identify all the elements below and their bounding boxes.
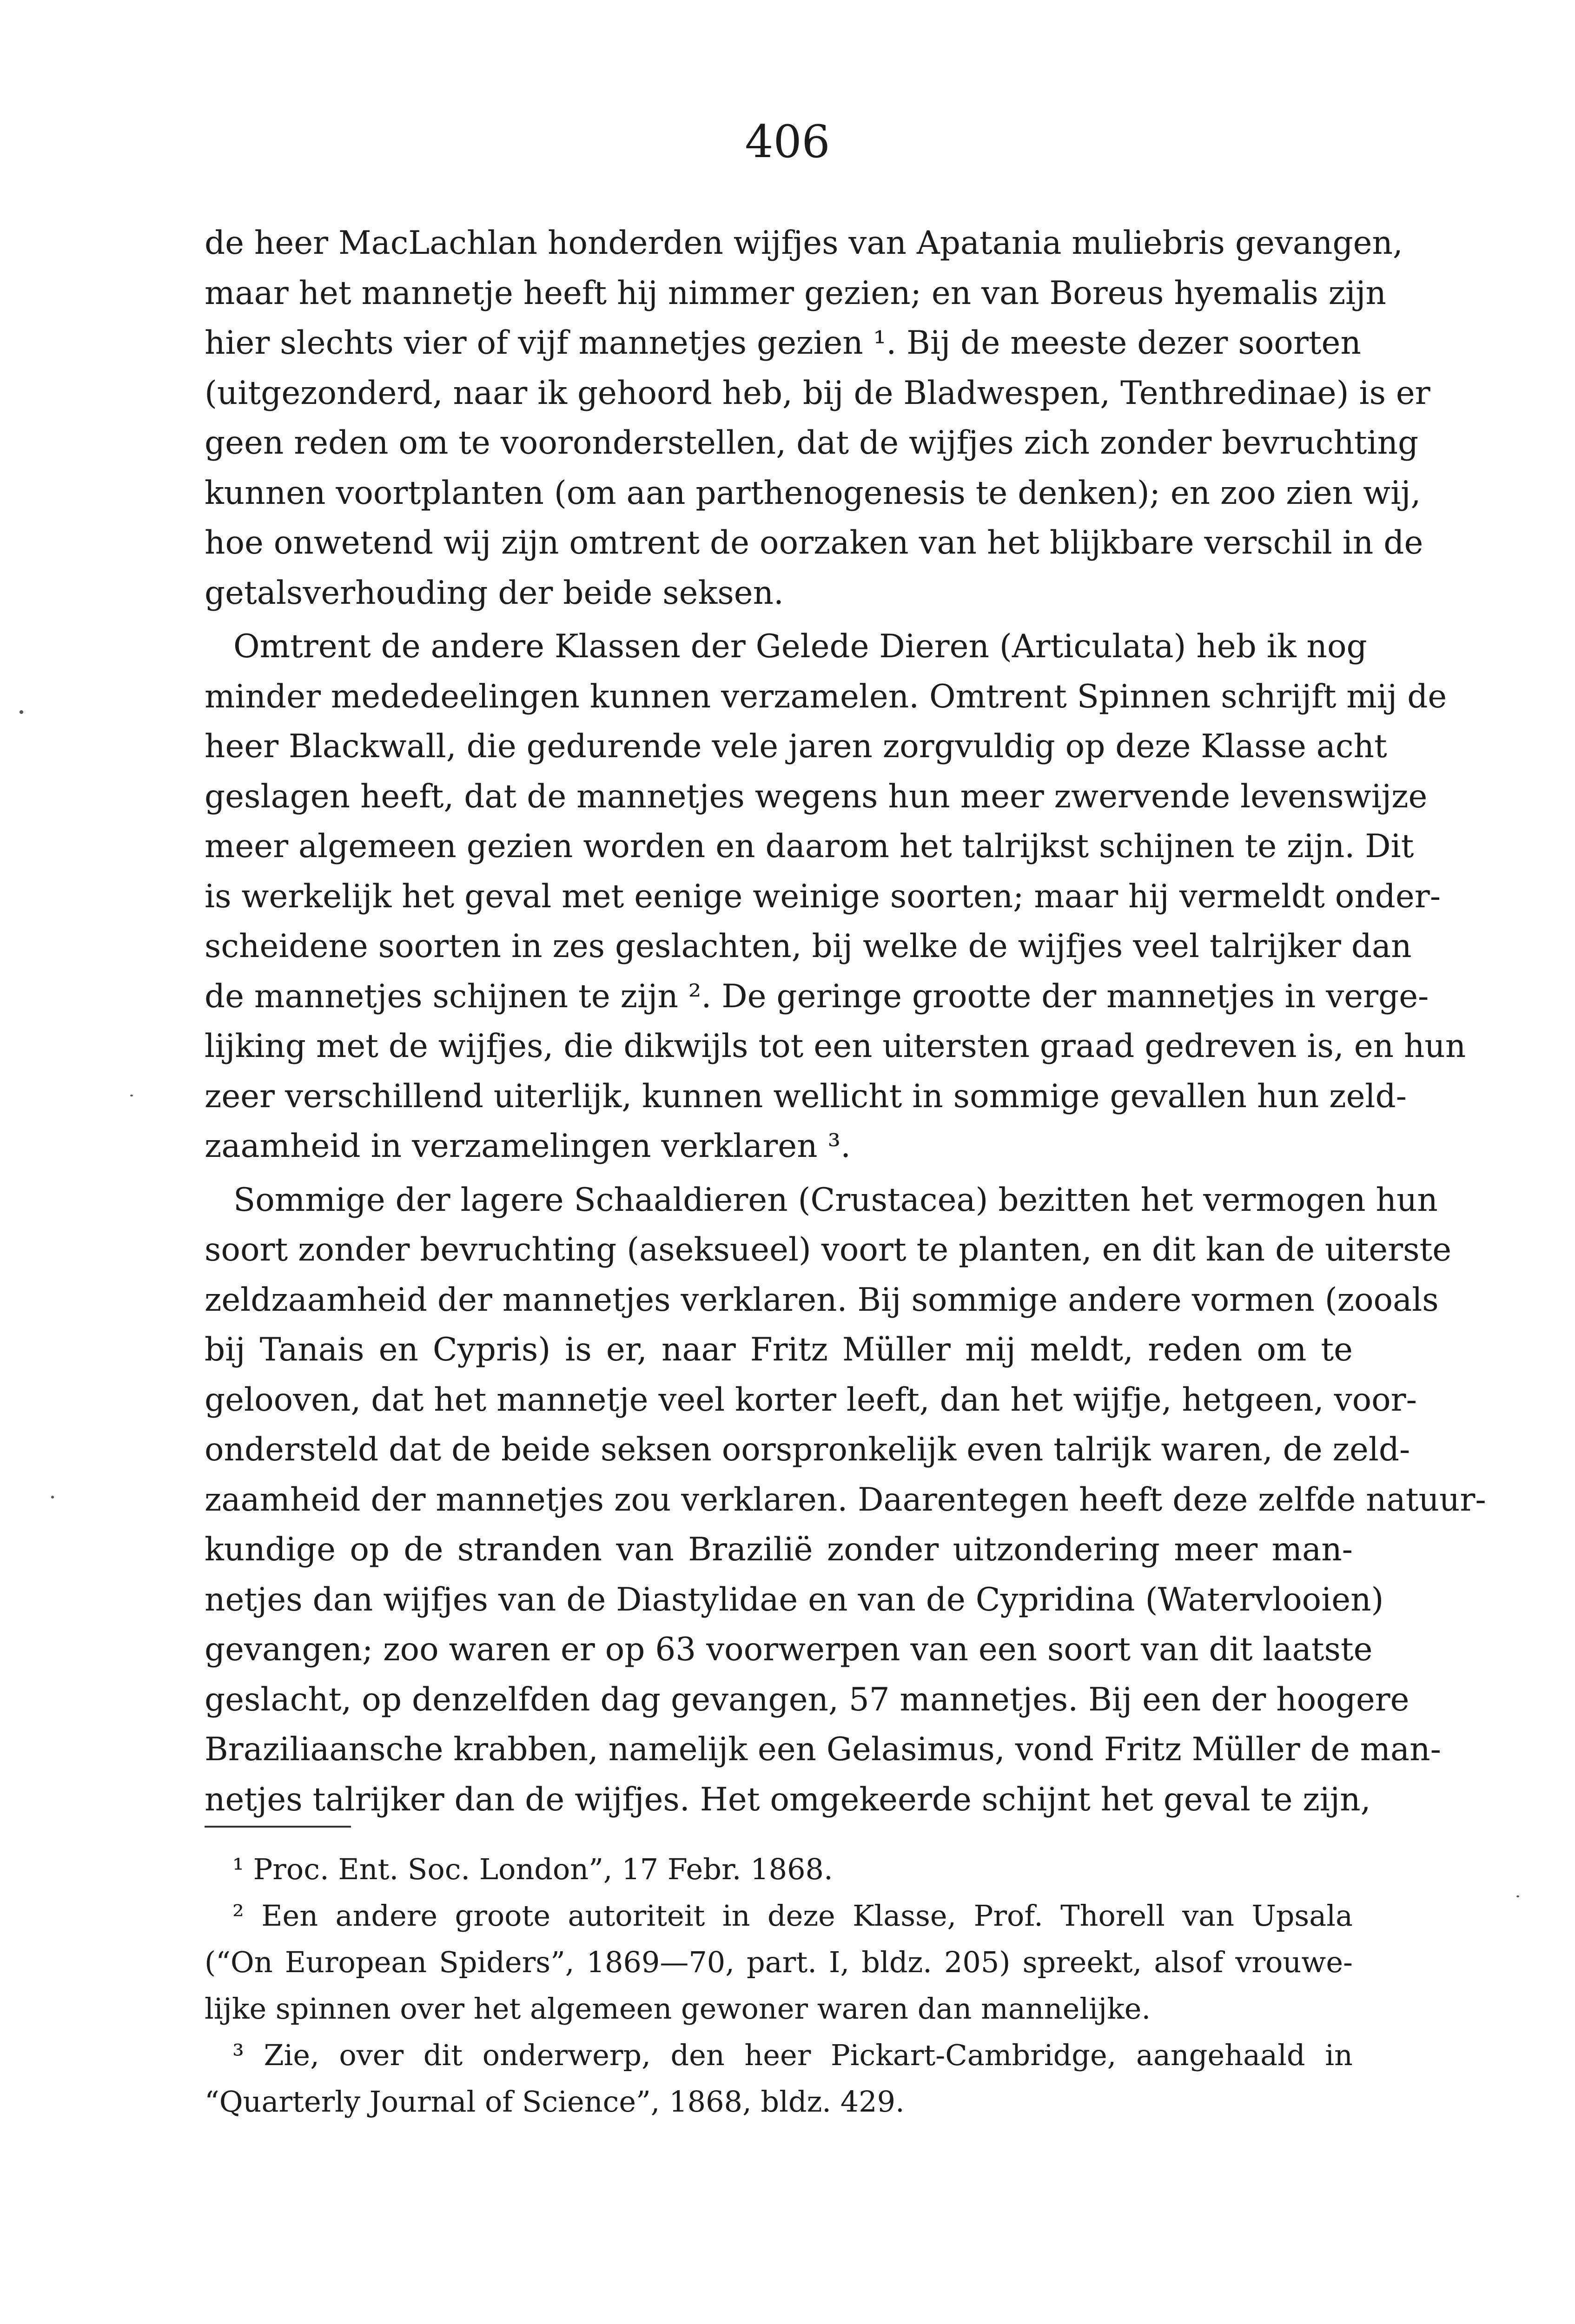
body-line: kundige op de stranden van Brazilië zonder uitzondering meer man- xyxy=(205,1531,1353,1568)
body-line: netjes dan wijfjes van de Diastylidae en van de Cypridina (Watervlooien) xyxy=(205,1581,1384,1618)
body-line: de heer MacLachlan honderden wijfjes van Apatania muliebris gevangen, xyxy=(205,224,1403,262)
scan-speck xyxy=(20,710,23,714)
body-line: bij Tanais en Cypris) is er, naar Fritz Müller mij meldt, reden om te xyxy=(205,1331,1353,1368)
body-line: gevangen; zoo waren er op 63 voorwerpen van een soort van dit laatste xyxy=(205,1631,1373,1668)
body-line: is werkelijk het geval met eenige weinige soorten; maar hij vermeldt onder- xyxy=(205,878,1441,915)
page-number: 406 xyxy=(745,116,830,168)
scan-speck xyxy=(130,1095,133,1096)
body-line: ondersteld dat de beide seksen oorspronkelijk even talrijk waren, de zeld- xyxy=(205,1431,1410,1468)
footnote-line: ³ Zie, over dit onderwerp, den heer Pickart-Cambridge, aangehaald in xyxy=(232,2038,1353,2072)
body-line: scheidene soorten in zes geslachten, bij welke de wijfjes veel talrijker dan xyxy=(205,928,1412,965)
footnote-line: (“On European Spiders”, 1869—70, part. I, bldz. 205) spreekt, alsof vrouwe- xyxy=(205,1945,1353,1979)
body-line: gelooven, dat het mannetje veel korter leeft, dan het wijfje, hetgeen, voor- xyxy=(205,1381,1417,1419)
body-line: Braziliaansche krabben, namelijk een Gelasimus, vond Fritz Müller de man- xyxy=(205,1731,1441,1768)
body-line: Omtrent de andere Klassen der Gelede Dieren (Articulata) heb ik nog xyxy=(233,628,1367,665)
body-line: netjes talrijker dan de wijfjes. Het omgekeerde schijnt het geval te zijn, xyxy=(205,1781,1371,1818)
body-line: zeldzaamheid der mannetjes verklaren. Bij sommige andere vormen (zooals xyxy=(205,1281,1439,1319)
footnote-line: lijke spinnen over het algemeen gewoner waren dan mannelijke. xyxy=(205,1992,1151,2026)
body-line: geen reden om te vooronderstellen, dat de wijfjes zich zonder bevruchting xyxy=(205,424,1419,462)
body-line: hier slechts vier of vijf mannetjes gezien ¹. Bij de meeste dezer soorten xyxy=(205,324,1361,362)
body-line: lijking met de wijfjes, die dikwijls tot een uitersten graad gedreven is, en hun xyxy=(205,1028,1466,1065)
footnote-line: ¹ Proc. Ent. Soc. London”, 17 Febr. 1868. xyxy=(232,1852,833,1886)
body-line: minder mededeelingen kunnen verzamelen. Omtrent Spinnen schrijft mij de xyxy=(205,678,1447,715)
body-line: heer Blackwall, die gedurende vele jaren zorgvuldig op deze Klasse acht xyxy=(205,728,1387,765)
body-line: zaamheid in verzamelingen verklaren ³. xyxy=(205,1128,851,1165)
body-line: maar het mannetje heeft hij nimmer gezien; en van Boreus hyemalis zijn xyxy=(205,274,1386,312)
body-text xyxy=(205,218,1486,1825)
scan-speck xyxy=(1516,1895,1519,1897)
footnote-rule xyxy=(205,1826,351,1828)
body-line: geslagen heeft, dat de mannetjes wegens hun meer zwervende levenswijze xyxy=(205,778,1428,815)
body-line: soort zonder bevruchting (aseksueel) voort te planten, en dit kan de uiterste xyxy=(205,1231,1452,1268)
footnote-line: “Quarterly Journal of Science”, 1868, bldz. 429. xyxy=(205,2085,905,2119)
body-line: zaamheid der mannetjes zou verklaren. Daarentegen heeft deze zelfde natuur- xyxy=(205,1481,1486,1519)
body-line: kunnen voortplanten (om aan parthenogenesis te denken); en zoo zien wij, xyxy=(205,474,1421,512)
body-line: Sommige der lagere Schaaldieren (Crustacea) bezitten het vermogen hun xyxy=(233,1181,1438,1219)
body-line: getalsverhouding der beide seksen. xyxy=(205,574,784,612)
scan-speck xyxy=(51,1496,54,1499)
body-line: de mannetjes schijnen te zijn ². De geringe grootte der mannetjes in verge- xyxy=(205,977,1429,1015)
body-line: zeer verschillend uiterlijk, kunnen wellicht in sommige gevallen hun zeld- xyxy=(205,1077,1407,1115)
body-line: geslacht, op denzelfden dag gevangen, 57 mannetjes. Bij een der hoogere xyxy=(205,1681,1410,1718)
footnote-line: ² Een andere groote autoriteit in deze Klasse, Prof. Thorell van Upsala xyxy=(232,1899,1353,1933)
body-line: meer algemeen gezien worden en daarom het talrijkst schijnen te zijn. Dit xyxy=(205,828,1414,865)
footnotes xyxy=(205,1846,1353,2125)
body-line: (uitgezonderd, naar ik gehoord heb, bij de Bladwespen, Tenthredinae) is er xyxy=(205,374,1430,412)
body-line: hoe onwetend wij zijn omtrent de oorzaken van het blijkbare verschil in de xyxy=(205,524,1423,561)
